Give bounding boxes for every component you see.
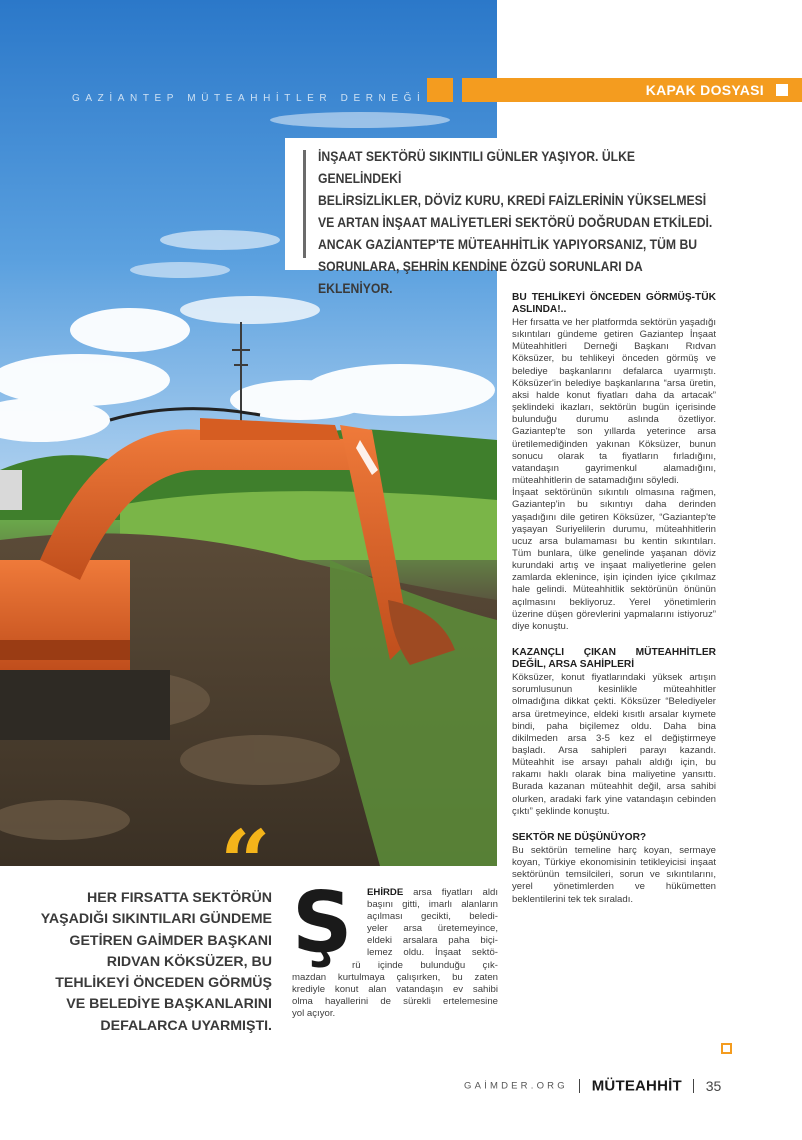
accent-square	[427, 78, 453, 102]
section-label-bar	[462, 78, 802, 102]
lead-line: başını gitti, imarlı alanların	[367, 899, 498, 911]
lead-line: mazdan kurtulmaya çalışırken, bu zaten	[292, 971, 498, 983]
footer-divider	[693, 1079, 694, 1093]
intro-line: VE ARTAN İNŞAAT MALİYETLERİ SEKTÖRÜ DOĞRUDAN ETKİLEDİ.	[318, 215, 713, 231]
pull-quote: HER FIRSATTA SEKTÖRÜN YAŞADIĞI SIKINTILARI GÜNDEME GETİREN GAİMDER BAŞKANI RIDVAN KÖKSÜZER, BU TEHLİKEYİ ÖNCEDEN GÖRMÜŞ VE BELEDİYE BAŞKANLARINI DEFALARCA UYARMIŞTI.	[40, 890, 272, 1034]
association-title: GAZİANTEP MÜTEAHHİTLER DERNEĞİ	[72, 93, 426, 104]
lead-line: arsa fiyatları aldı	[403, 887, 498, 898]
paragraph: Köksüzer, konut fiyatlarındaki yüksek artışın sorumlusunun kesinlikle müteahhitler olmadığına dikkat çekti. Köksüzer “Belediyeler arsa üretmeyince, eldeki kısıtlı arsalar kıymete bindi, paha biçilemez oldu. Daha bina dikilmeden arsa 3-5 kez el değiştirmeye başladı. Arsa sahipleri parayı kazandı. Müteahhit ise arsayı pahalı aldığı için, bu rakamı haklı olarak bina maliyetine yansıttı. Burada kazanan müteahhit değil, arsa sahibi olurken, aradaki fark yine vatandaşın cebinden çıktı” şeklinde konuştu.	[512, 672, 716, 817]
section-heading: BU TEHLİKEYİ ÖNCEDEN GÖRMÜŞ-TÜK ASLINDA!..	[512, 292, 716, 315]
intro-rule	[303, 150, 306, 258]
lead-line: açılması gecikti, beledi-	[367, 911, 498, 923]
drop-cap: Ş	[292, 873, 353, 971]
section-heading: SEKTÖR NE DÜŞÜNÜYOR?	[512, 831, 647, 843]
footer-divider	[579, 1079, 580, 1093]
paragraph: Her fırsatta ve her platformda sektörün yaşadığı sıkıntıları gündeme getiren Gaziantep İnşaat Müteahhitleri Derneği Başkanı Rıdvan Köksüzer, bu tehlikeyi önceden görmüş ve belediye başkanlarını defalarca uyarmıştı. Köksüzer'in belediye başkanlarına “arsa üretin, aksi halde konut fiyatları daha da artacak” şeklindeki ikazları, sektörün bugün içerisinde bulunduğu durumu aslında özetliyor. Gaziantep'te son yıllarda yeterince arsa üretilemediğinden yakınan Köksüzer, bunun sonucu olarak ta fiyatların fırladığını, vatandaşın gayrimenkul alamadığını, müteahhitlerin de satamadığını söyledi.	[512, 317, 716, 487]
intro-line: SORUNLARA, ŞEHRİN KENDİNE ÖZGÜ SORUNLARI DA EKLENİYOR.	[318, 259, 643, 297]
lead-first-word: EHİRDE	[367, 887, 404, 898]
page-number: 35	[705, 1077, 722, 1094]
intro-line: İNŞAAT SEKTÖRÜ SIKINTILI GÜNLER YAŞIYOR. ÜLKE GENELİNDEKİ	[318, 149, 636, 187]
article-right-column	[512, 292, 716, 906]
lead-line: rü içinde bulunduğu çık-	[352, 959, 498, 971]
page-footer	[464, 1077, 721, 1093]
photo-illustration	[0, 0, 497, 866]
intro-line: BELİRSİZLİKLER, DÖVİZ KURU, KREDİ FAİZLERİNİN YÜKSELMESİ	[318, 193, 707, 209]
paragraph: Bu sektörün temeline harç koyan, sermaye koyan, Türkiye ekonomisinin tetikleyicisi inşaat sektörünün temsilcileri, sorun ve sıkıntılarını, yerel yönetimlerden ve hükümetten beklentilerini tek tek sıraladı.	[512, 844, 716, 905]
footer-brand: MÜTEAHHİT	[591, 1077, 682, 1095]
lead-line: yol açıyor.	[292, 1007, 336, 1019]
lead-line: krediyle konut alan vatandaşın ev sahibi	[292, 983, 498, 995]
lead-line: olma hayallerini de sürekli ertelemesine	[292, 995, 498, 1007]
end-mark-icon	[721, 1043, 732, 1054]
excavator-photo	[0, 0, 497, 866]
lead-line: eldeki arsalara paha biçi-	[367, 935, 498, 947]
section-label: KAPAK DOSYASI	[645, 82, 764, 98]
footer-site: GAİMDER.ORG	[464, 1080, 568, 1092]
intro-line: ANCAK GAZİANTEP'TE MÜTEAHHİTLİK YAPIYORSANIZ, TÜM BU	[318, 237, 698, 253]
section-label-square-icon	[776, 84, 788, 96]
lead-line: lemez oldu. İnşaat sektö-	[367, 947, 498, 959]
quote-mark-icon: “	[220, 810, 271, 914]
section-heading: KAZANÇLI ÇIKAN MÜTEAHHİTLER DEĞİL, ARSA SAHİPLERİ	[512, 647, 716, 671]
paragraph: İnşaat sektörünün sıkıntılı olmasına rağmen, Gaziantep'in bu sıkıntıyı daha derinden yaşadığını dile getiren Köksüzer, “Gaziantep'te yaşayan Suriyelilerin durumu, müteahhitlerin ucuz arsa bulamaması bu kentin sıkıntıları. Tüm bunlara, ülke genelinde yaşanan döviz kurundaki artış ve inşaat maliyetlerine gelen zamlarda eklenince, işin içinden iyice çıkılmaz hale gelindi. Müteahhitlik sektörünün önünün açılmasını bekliyoruz. Yerel yönetimlerin üzerine düşen görevlerini yapmalarını istiyoruz” diye konuştu.	[512, 487, 716, 632]
lead-paragraph	[292, 887, 498, 1020]
lead-line: yeler arsa üretemeyince,	[367, 923, 498, 935]
intro-text	[318, 146, 714, 300]
